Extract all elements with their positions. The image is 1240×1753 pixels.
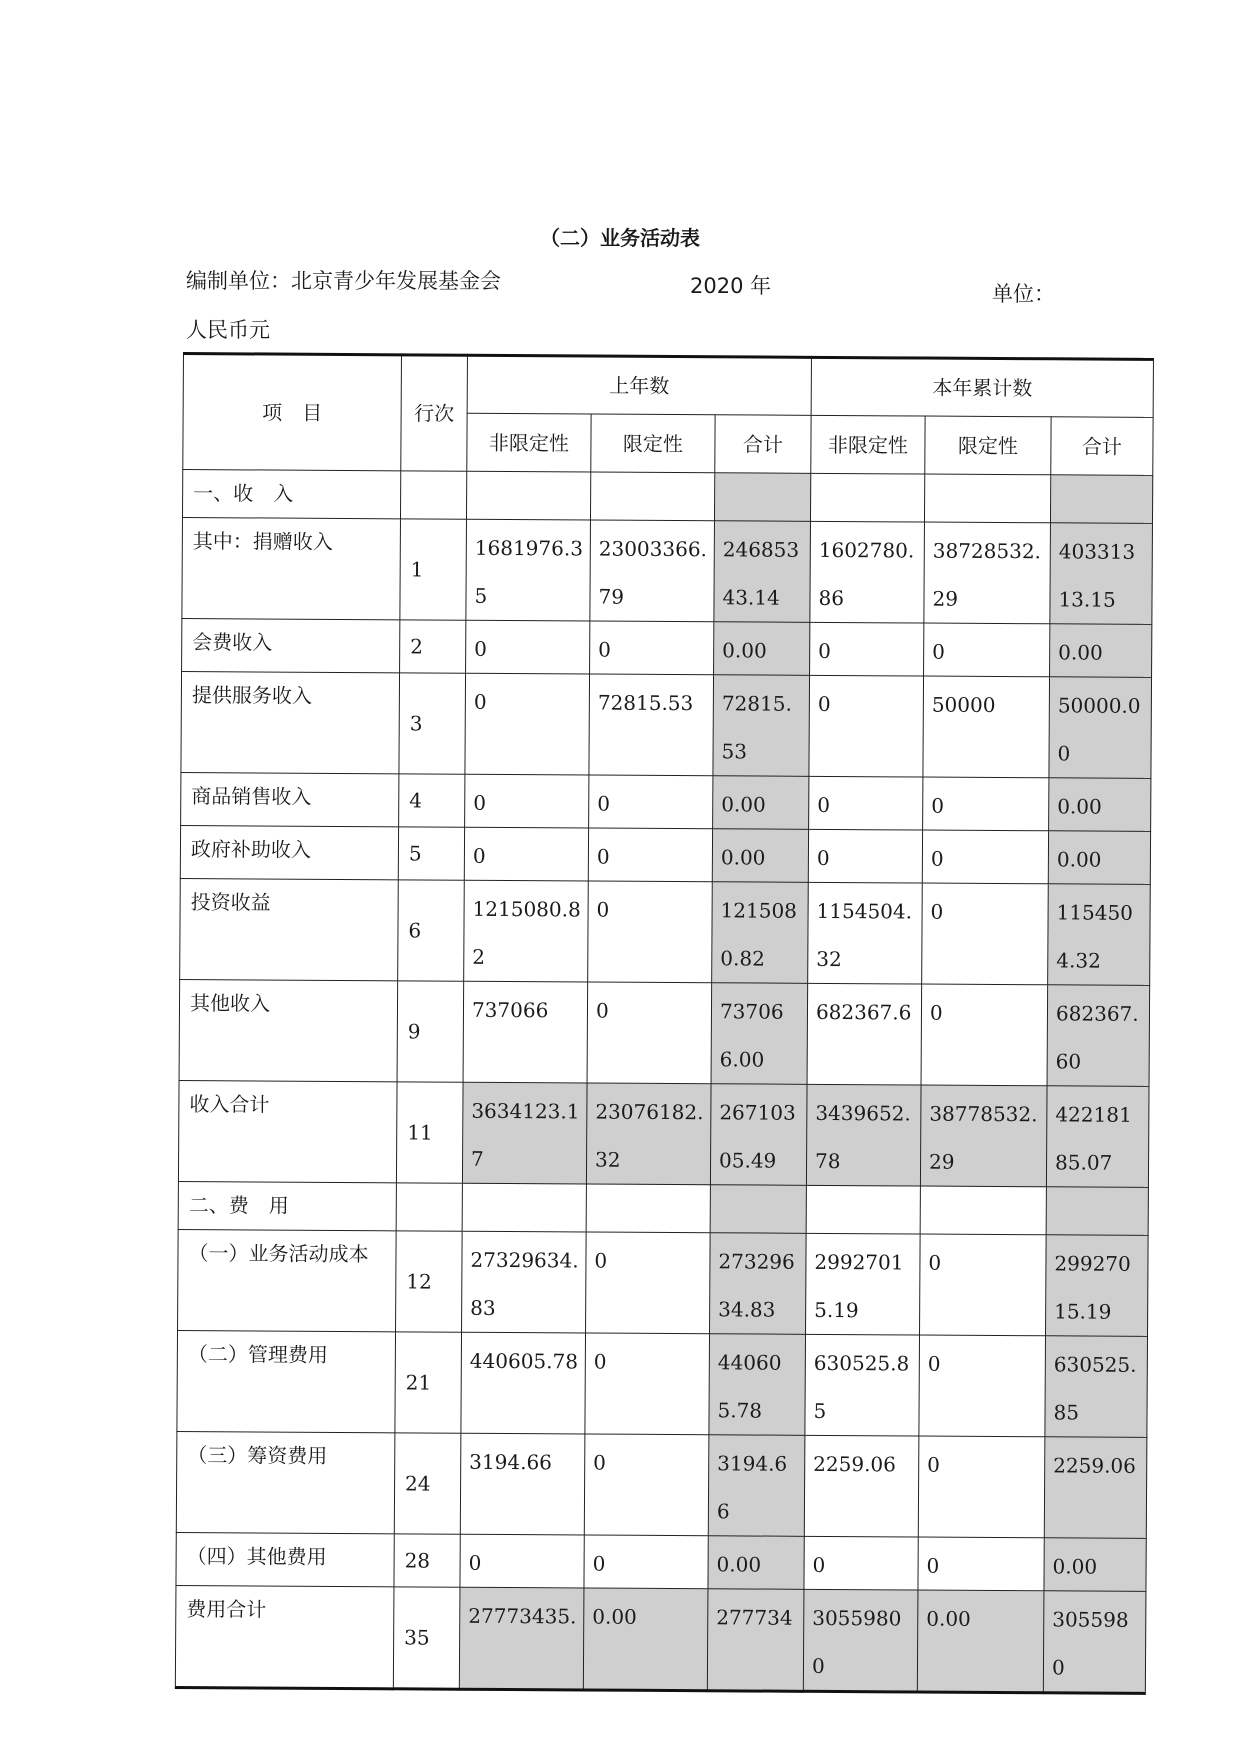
row-value xyxy=(586,1184,710,1233)
row-value: 23003366.79 xyxy=(590,520,715,622)
row-value: 1215080.82 xyxy=(464,880,589,982)
row-value: 3194.66 xyxy=(460,1433,585,1535)
row-value: 0 xyxy=(918,1537,1044,1591)
row-value: 630525.85 xyxy=(805,1334,920,1436)
row-value xyxy=(924,474,1050,523)
row-value: 0 xyxy=(923,777,1049,831)
row-value: 0 xyxy=(809,776,923,830)
row-value: 0 xyxy=(465,673,590,775)
row-value: 277734 xyxy=(707,1589,804,1692)
row-value: 0 xyxy=(588,828,712,882)
table-row xyxy=(182,517,1153,624)
row-value: 27329634.83 xyxy=(710,1233,807,1335)
row-line-no: 4 xyxy=(399,774,465,827)
row-item: （一）业务活动成本 xyxy=(178,1229,397,1331)
row-line-no: 21 xyxy=(395,1332,462,1433)
row-value: 0 xyxy=(590,621,714,675)
row-value: 50000.00 xyxy=(1049,677,1152,779)
unit-label: 单位： xyxy=(992,282,1055,306)
row-value: 0 xyxy=(584,1434,709,1536)
table-row xyxy=(182,618,1152,677)
row-value: 40331313.15 xyxy=(1050,523,1153,625)
header-item: 项 目 xyxy=(183,354,402,471)
table-row xyxy=(176,1532,1146,1591)
row-value: 0 xyxy=(808,829,922,883)
table-row xyxy=(180,825,1150,884)
row-value: 682367.6 xyxy=(807,983,922,1085)
header-current-year: 本年累计数 xyxy=(811,357,1153,417)
row-value xyxy=(920,1186,1046,1235)
table-row xyxy=(176,1431,1147,1538)
row-value xyxy=(810,473,924,522)
row-value: 440605.78 xyxy=(461,1332,586,1434)
row-value: 0 xyxy=(460,1534,584,1588)
row-value: 0.00 xyxy=(1048,831,1150,885)
row-item: 其他收入 xyxy=(179,979,398,1081)
row-value xyxy=(590,472,714,521)
row-value: 50000 xyxy=(923,676,1050,778)
row-item: 其中：捐赠收入 xyxy=(182,517,401,619)
row-value xyxy=(466,471,590,520)
row-line-no: 1 xyxy=(400,519,467,620)
table-row xyxy=(180,878,1151,985)
row-line-no: 12 xyxy=(396,1231,463,1332)
row-value: 0 xyxy=(922,883,1049,985)
row-value: 1602780.86 xyxy=(810,521,925,623)
section-row xyxy=(182,470,1152,524)
row-value: 0 xyxy=(924,623,1050,677)
row-value: 0 xyxy=(920,1234,1047,1336)
row-value: 0.00 xyxy=(1044,1538,1146,1592)
row-value: 0 xyxy=(921,984,1048,1086)
row-value: 24685343.14 xyxy=(714,521,811,623)
row-item: 投资收益 xyxy=(180,878,399,980)
row-item: 提供服务收入 xyxy=(181,671,400,773)
row-value: 682367.60 xyxy=(1047,985,1150,1087)
row-value: 0 xyxy=(922,830,1048,884)
row-value: 42218185.07 xyxy=(1046,1086,1149,1188)
row-value: 0.00 xyxy=(713,776,809,830)
header-line-no: 行次 xyxy=(401,355,468,471)
row-line-no: 6 xyxy=(398,880,465,981)
row-value: 0 xyxy=(918,1436,1045,1538)
row-value xyxy=(1050,475,1152,524)
table-row xyxy=(181,772,1151,831)
header-current-unrestricted: 非限定性 xyxy=(811,415,925,474)
row-value: 0 xyxy=(584,1535,708,1589)
row-value: 0 xyxy=(589,775,713,829)
row-value: 0 xyxy=(587,982,712,1084)
row-value: 1681976.35 xyxy=(466,519,591,621)
row-value xyxy=(1046,1187,1148,1236)
row-item: 会费收入 xyxy=(182,618,400,672)
row-value: 1154504.32 xyxy=(808,882,923,984)
row-value xyxy=(710,1185,806,1234)
row-value: 0 xyxy=(588,881,713,983)
header-prior-year: 上年数 xyxy=(467,355,811,415)
row-value: 26710305.49 xyxy=(710,1084,807,1186)
row-line-no xyxy=(396,1183,462,1231)
header-prior-total: 合计 xyxy=(715,415,811,474)
report-year: 2020 年 xyxy=(690,274,772,298)
table-row xyxy=(178,1229,1149,1336)
business-activity-table xyxy=(175,352,1154,1695)
row-value: 0 xyxy=(464,827,588,881)
row-item: （二）管理费用 xyxy=(177,1330,396,1432)
row-value: 0.00 xyxy=(583,1588,708,1691)
row-line-no: 11 xyxy=(396,1082,463,1183)
row-line-no: 5 xyxy=(398,827,464,880)
row-value: 29927015.19 xyxy=(1046,1235,1149,1337)
row-value: 737066.00 xyxy=(711,983,808,1085)
row-value: 0 xyxy=(809,675,924,777)
row-value: 0 xyxy=(586,1232,711,1334)
row-value: 0 xyxy=(810,622,924,676)
row-item: 一、收 入 xyxy=(182,470,400,519)
row-value: 0.00 xyxy=(917,1590,1044,1693)
row-value: 2259.06 xyxy=(804,1435,919,1537)
row-value: 38728532.29 xyxy=(924,522,1051,624)
row-value: 3194.66 xyxy=(708,1435,805,1537)
row-line-no: 3 xyxy=(399,673,466,774)
row-value: 3634123.17 xyxy=(462,1082,587,1184)
table-row xyxy=(177,1330,1148,1437)
total-row xyxy=(175,1585,1146,1693)
row-item: 政府补助收入 xyxy=(180,825,398,879)
table-row xyxy=(179,979,1150,1086)
row-value: 0 xyxy=(585,1333,710,1435)
row-line-no: 9 xyxy=(397,981,464,1082)
row-value: 3439652.78 xyxy=(806,1084,921,1186)
row-item: （三）筹资费用 xyxy=(176,1431,395,1533)
row-value: 27773435. xyxy=(459,1587,584,1690)
row-value: 72815.53 xyxy=(589,674,714,776)
total-row xyxy=(178,1080,1149,1187)
row-value: 0.00 xyxy=(1050,624,1152,678)
row-line-no: 2 xyxy=(400,620,466,673)
row-item: 收入合计 xyxy=(178,1080,397,1182)
header-prior-restricted: 限定性 xyxy=(591,414,715,473)
row-value: 29927015.19 xyxy=(806,1233,921,1335)
row-line-no: 24 xyxy=(394,1433,461,1534)
row-value: 0 xyxy=(465,774,589,828)
row-line-no: 35 xyxy=(393,1587,460,1689)
row-item: 商品销售收入 xyxy=(181,772,399,826)
row-item: （四）其他费用 xyxy=(176,1532,394,1586)
row-value: 0.00 xyxy=(714,622,810,676)
header-current-total: 合计 xyxy=(1051,417,1153,476)
document-title: （二）业务活动表 xyxy=(540,226,700,250)
row-value: 630525.85 xyxy=(1045,1336,1148,1438)
row-line-no: 28 xyxy=(394,1534,460,1587)
row-value: 0.00 xyxy=(712,829,808,883)
row-value: 0 xyxy=(804,1536,918,1590)
compiler-label: 编制单位：北京青少年发展基金会 xyxy=(186,269,501,293)
row-value: 30559800 xyxy=(803,1589,918,1692)
row-item: 二、费 用 xyxy=(178,1181,396,1230)
row-value: 27329634.83 xyxy=(462,1231,587,1333)
row-value: 1215080.82 xyxy=(712,882,809,984)
row-value: 1154504.32 xyxy=(1048,884,1151,986)
row-value: 0.00 xyxy=(1049,778,1151,832)
header-prior-unrestricted: 非限定性 xyxy=(467,413,591,472)
section-row xyxy=(178,1181,1148,1235)
header-current-restricted: 限定性 xyxy=(925,416,1051,475)
row-value xyxy=(462,1183,586,1232)
row-value: 38778532.29 xyxy=(920,1085,1047,1187)
row-value: 72815.53 xyxy=(713,675,810,777)
row-value: 3055980 xyxy=(1043,1591,1146,1694)
table-row xyxy=(181,671,1152,778)
row-value: 0.00 xyxy=(708,1536,804,1590)
row-value: 0 xyxy=(466,620,590,674)
row-value: 737066 xyxy=(463,981,588,1083)
row-line-no xyxy=(400,471,466,519)
row-value: 23076182.32 xyxy=(586,1083,711,1185)
row-item: 费用合计 xyxy=(175,1585,394,1688)
row-value: 440605.78 xyxy=(709,1334,806,1436)
row-value xyxy=(806,1185,920,1234)
row-value xyxy=(714,473,810,522)
row-value: 2259.06 xyxy=(1044,1437,1147,1539)
row-value: 0 xyxy=(919,1335,1046,1437)
currency-unit: 人民币元 xyxy=(186,318,270,342)
